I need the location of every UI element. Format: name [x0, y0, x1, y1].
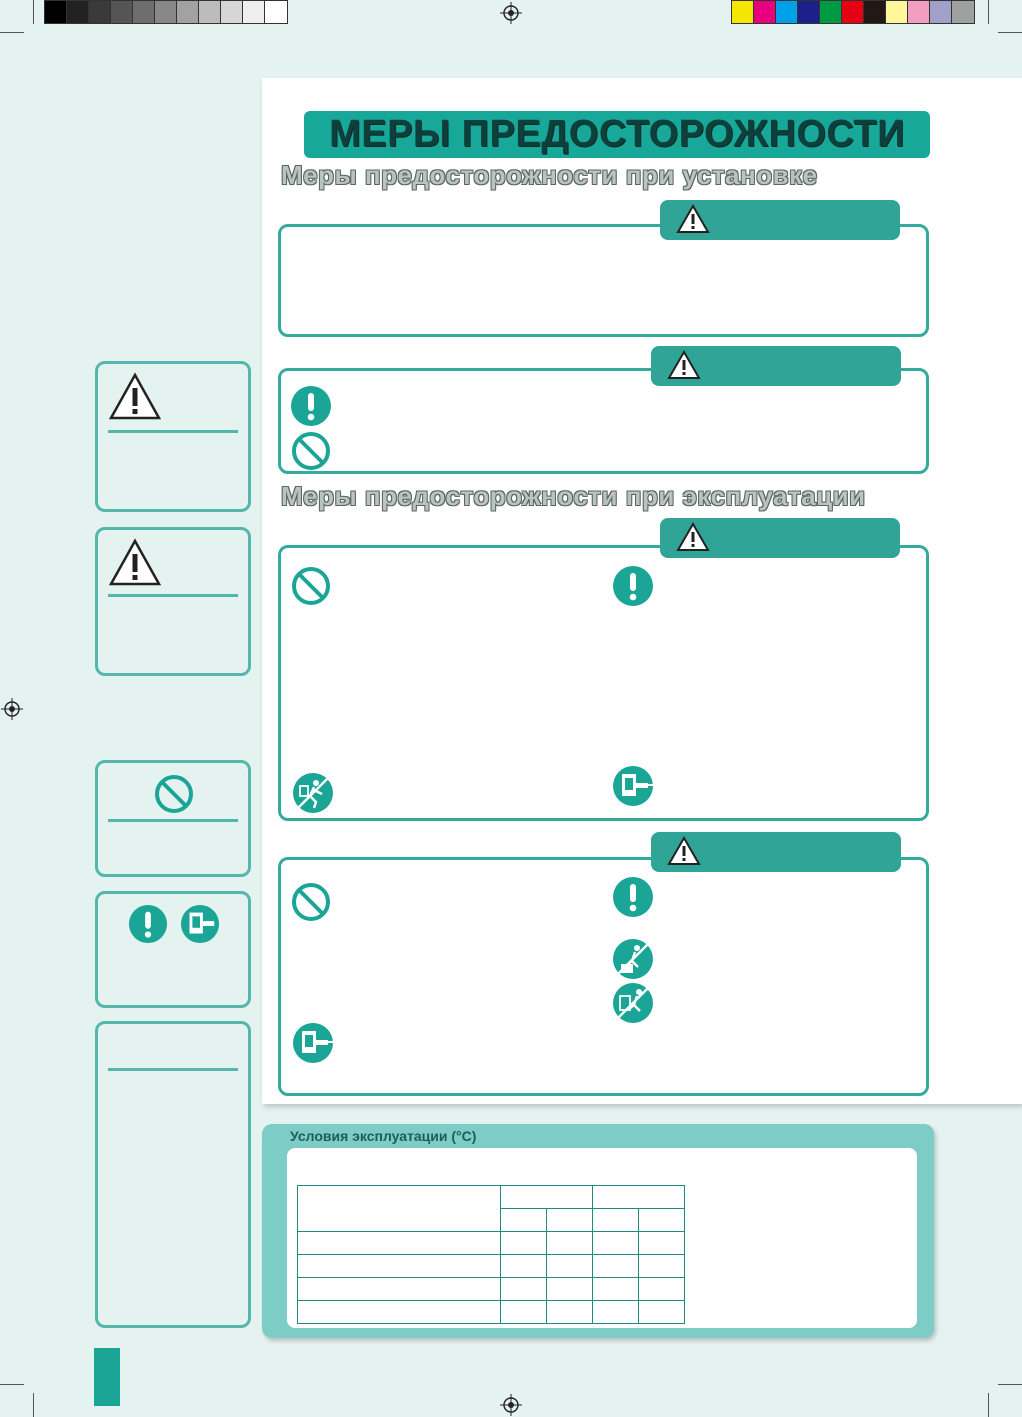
warning-triangle-icon [667, 836, 701, 866]
sidebar-mandatory-legend [95, 891, 251, 1008]
table-row [298, 1232, 685, 1255]
table-cell [501, 1301, 547, 1324]
table-row [298, 1301, 685, 1324]
crop-mark [33, 1393, 34, 1417]
table-cell [501, 1209, 547, 1232]
sidebar-prohibited-legend [95, 760, 251, 877]
crop-mark [0, 32, 24, 33]
crop-mark [0, 1384, 24, 1385]
table-cell [547, 1232, 593, 1255]
caution-tab [651, 832, 901, 872]
sidebar-warning-legend [95, 361, 251, 512]
registration-mark-icon [500, 1394, 522, 1416]
no-disassemble-icon [612, 982, 654, 1024]
unplug-icon [612, 765, 654, 807]
grayscale-swatch-bar [44, 0, 288, 24]
warning-triangle-icon [667, 350, 701, 380]
crop-mark [998, 1384, 1022, 1385]
table-cell [639, 1301, 685, 1324]
table-row [298, 1186, 685, 1209]
prohibition-circle-icon [290, 565, 332, 607]
operation-caution-box [278, 857, 929, 1096]
table-cell [639, 1209, 685, 1232]
table-cell [593, 1278, 639, 1301]
warning-triangle-icon [676, 522, 710, 552]
conditions-title: Условия эксплуатации (°C) [290, 1128, 477, 1144]
exclamation-circle-icon [612, 876, 654, 918]
caution-tab [651, 346, 901, 386]
table-cell [298, 1301, 501, 1324]
table-cell [593, 1232, 639, 1255]
exclamation-circle-icon [128, 904, 168, 944]
warning-tab [660, 200, 900, 240]
sidebar-notes-box [95, 1021, 251, 1328]
unplug-icon [180, 904, 220, 944]
no-wet-hands-icon [292, 772, 334, 814]
table-row [298, 1278, 685, 1301]
prohibition-circle-icon [290, 430, 332, 472]
table-cell [298, 1255, 501, 1278]
table-cell [501, 1232, 547, 1255]
page-title: МЕРЫ ПРЕДОСТОРОЖНОСТИ [304, 111, 930, 158]
sidebar-caution-legend [95, 527, 251, 676]
warning-triangle-icon [676, 204, 710, 234]
table-cell [639, 1255, 685, 1278]
table-cell [547, 1301, 593, 1324]
table-cell [501, 1186, 593, 1209]
prohibition-circle-icon [153, 773, 195, 815]
conditions-table [297, 1185, 685, 1324]
table-cell [593, 1186, 685, 1209]
warning-triangle-icon [108, 372, 162, 422]
crop-mark [988, 0, 989, 24]
registration-mark-icon [500, 2, 522, 24]
exclamation-circle-icon [612, 565, 654, 607]
table-cell [547, 1255, 593, 1278]
page-edge-tab [94, 1348, 120, 1406]
operation-warning-box [278, 545, 929, 821]
table-cell [501, 1255, 547, 1278]
color-swatch-bar [731, 0, 975, 24]
prohibition-circle-icon [290, 881, 332, 923]
table-cell [501, 1278, 547, 1301]
installation-warning-box [278, 224, 929, 337]
table-cell [593, 1301, 639, 1324]
warning-tab [660, 518, 900, 558]
table-cell [547, 1278, 593, 1301]
table-cell [639, 1232, 685, 1255]
exclamation-circle-icon [290, 385, 332, 427]
installation-section-heading: Меры предосторожности при установке [281, 160, 818, 190]
table-cell [298, 1278, 501, 1301]
crop-mark [33, 0, 34, 24]
table-row [298, 1255, 685, 1278]
table-cell [547, 1209, 593, 1232]
table-cell [639, 1278, 685, 1301]
table-cell [298, 1232, 501, 1255]
table-cell [593, 1255, 639, 1278]
registration-mark-icon [1, 698, 23, 720]
warning-triangle-icon [108, 538, 162, 588]
crop-mark [988, 1393, 989, 1417]
table-cell [593, 1209, 639, 1232]
operation-section-heading: Меры предосторожности при эксплуатации [281, 481, 866, 511]
crop-mark [998, 32, 1022, 33]
table-cell [298, 1186, 501, 1232]
no-wet-hands-icon [612, 938, 654, 980]
unplug-icon [292, 1022, 334, 1064]
